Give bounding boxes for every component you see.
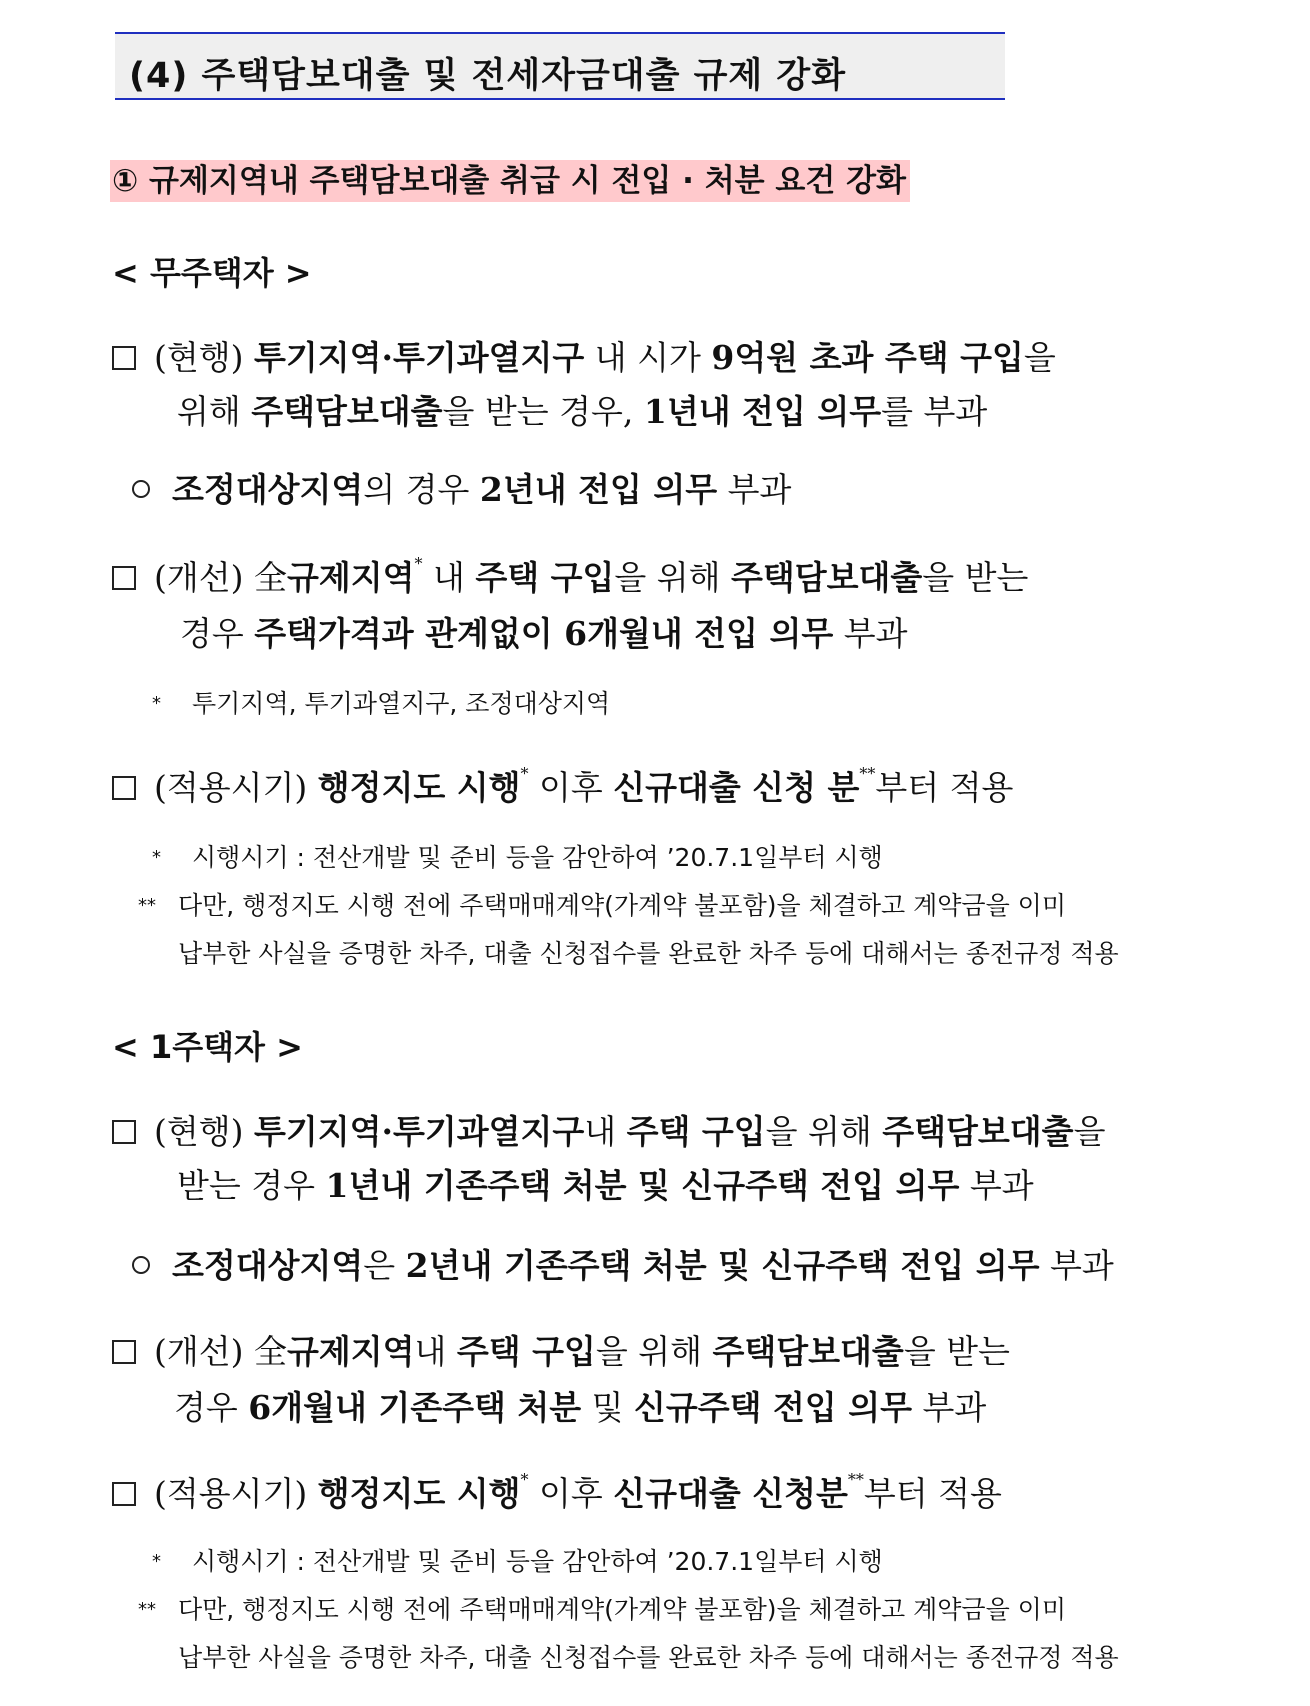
g2-apply-note2-cont: 납부한 사실을 증명한 차주, 대출 신청접수를 완료한 차주 등에 대해서는 종전규정 적용 [178,1643,1119,1672]
g2-apply-note2: ** 다만, 행정지도 시행 전에 주택매매계약(가계약 불포함)을 체결하고 계약금을 이미 [138,1595,1066,1624]
g1-current-sub: 조정대상지역의 경우 2년내 전입 의무 부과 [132,468,791,512]
group-heading-one-home: < 1주택자 > [112,1028,303,1066]
g1-apply-note1: * 시행시기 : 전산개발 및 준비 등을 감안하여 ’20.7.1일부터 시행 [152,843,883,872]
g2-improve-line1: (개선) 全규제지역내 주택 구입을 위해 주택담보대출을 받는 [112,1330,1010,1374]
g1-apply-note2: ** 다만, 행정지도 시행 전에 주택매매계약(가계약 불포함)을 체결하고 계약금을 이미 [138,891,1066,920]
g2-improve-line2: 경우 6개월내 기존주택 처분 및 신규주택 전입 의무 부과 [174,1388,987,1427]
checkbox-square-icon [112,1340,136,1364]
group-heading-no-home: < 무주택자 > [112,254,312,292]
circle-bullet-icon [132,480,150,498]
g1-improve-line2: 경우 주택가격과 관계없이 6개월내 전입 의무 부과 [180,614,908,653]
checkbox-square-icon [112,1482,136,1506]
g1-current-line2: 위해 주택담보대출을 받는 경우, 1년내 전입 의무를 부과 [177,392,988,431]
checkbox-square-icon [112,346,136,370]
g1-current-line1: (현행) 투기지역·투기과열지구 내 시가 9억원 초과 주택 구입을 [112,336,1056,380]
circle-bullet-icon [132,1256,150,1274]
g1-apply-note2-cont: 납부한 사실을 증명한 차주, 대출 신청접수를 완료한 차주 등에 대해서는 종전규정 적용 [178,939,1119,968]
sub-heading: ① 규제지역내 주택담보대출 취급 시 전입 · 처분 요건 강화 [110,160,910,202]
g1-apply-line: (적용시기) 행정지도 시행* 이후 신규대출 신청 분**부터 적용 [112,766,1013,810]
section-title: (4) 주택담보대출 및 전세자금대출 규제 강화 [129,56,847,96]
g1-improve-note: * 투기지역, 투기과열지구, 조정대상지역 [152,689,611,718]
g1-improve-line1: (개선) 全규제지역* 내 주택 구입을 위해 주택담보대출을 받는 [112,556,1028,600]
g2-current-sub: 조정대상지역은 2년내 기존주택 처분 및 신규주택 전입 의무 부과 [132,1244,1114,1288]
g2-current-line1: (현행) 투기지역·투기과열지구내 주택 구입을 위해 주택담보대출을 [112,1110,1105,1154]
g2-current-line2: 받는 경우 1년내 기존주택 처분 및 신규주택 전입 의무 부과 [177,1166,1034,1205]
g2-apply-line: (적용시기) 행정지도 시행* 이후 신규대출 신청분**부터 적용 [112,1472,1002,1516]
section-title-box [115,32,1005,100]
checkbox-square-icon [112,1120,136,1144]
g2-apply-note1: * 시행시기 : 전산개발 및 준비 등을 감안하여 ’20.7.1일부터 시행 [152,1547,883,1576]
checkbox-square-icon [112,566,136,590]
checkbox-square-icon [112,776,136,800]
